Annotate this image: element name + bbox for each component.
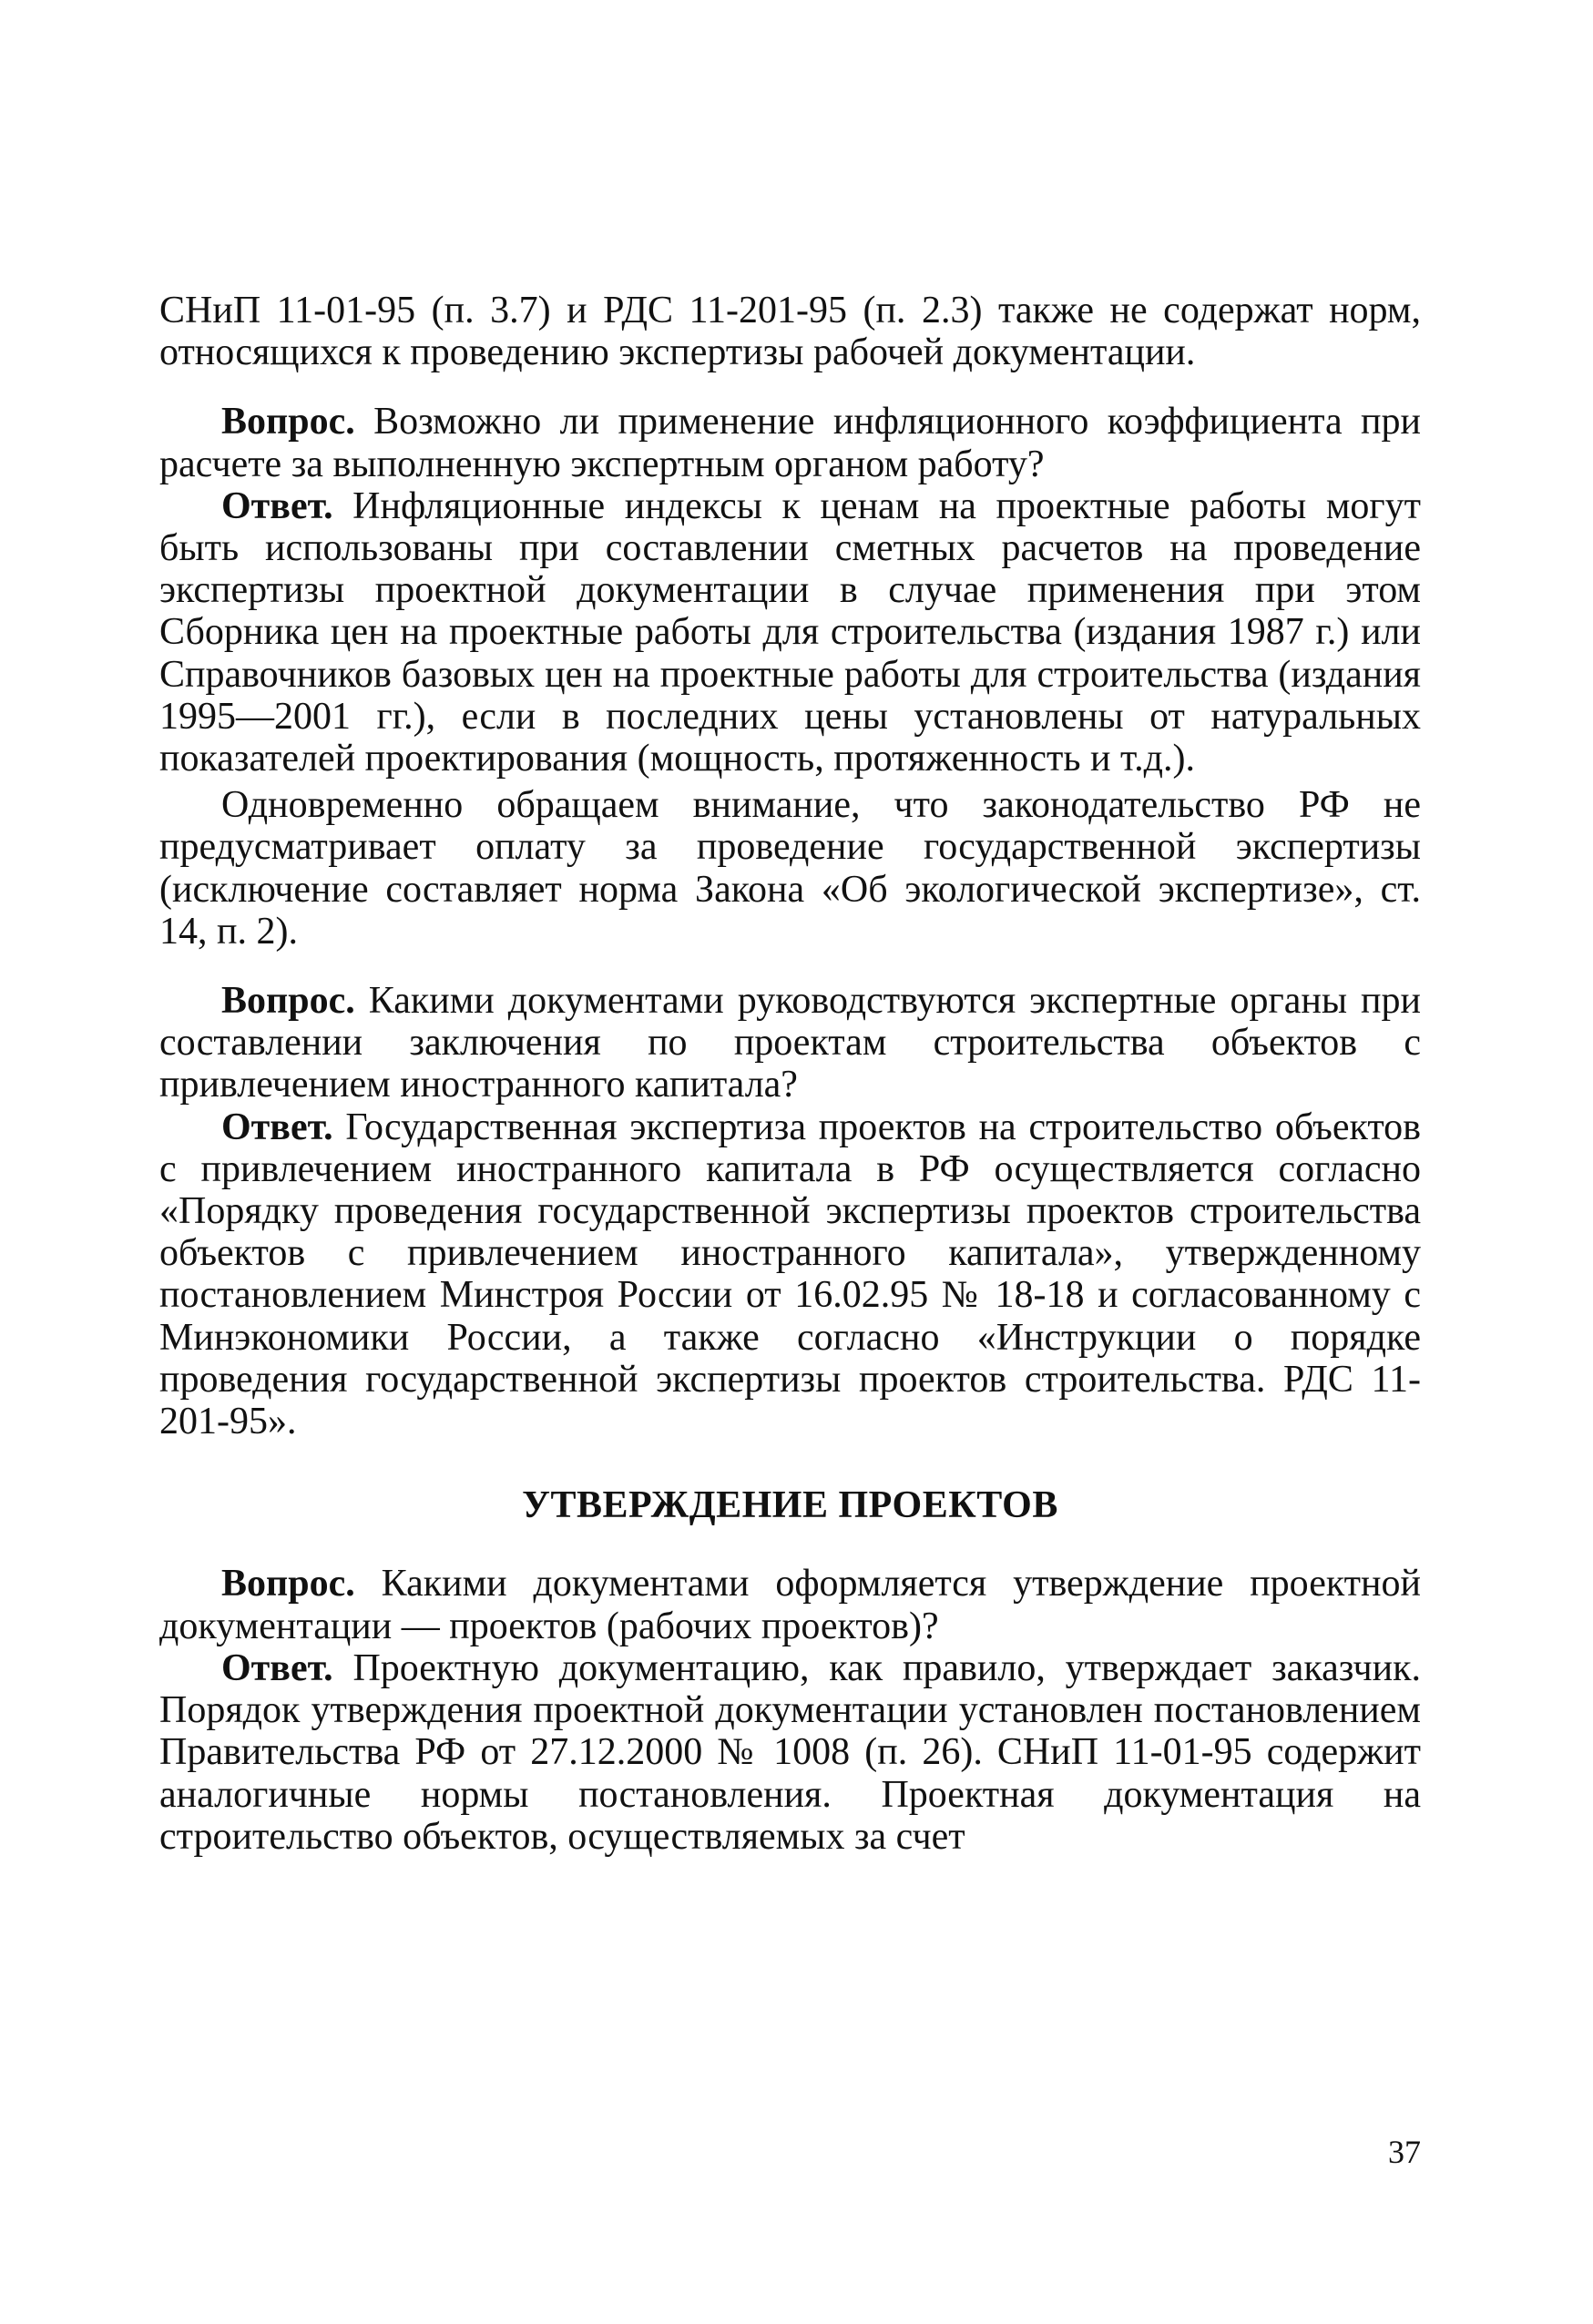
question-label: Вопрос. (221, 980, 355, 1023)
question-text: Возможно ли применение инфляционного коэффициента при расчете за выполненную экспертным органом работу? (159, 401, 1421, 485)
answer-text: Проектную документацию, как правило, утверждает заказчик. Порядок утверждения проектной документации установлен постановлением Правительства РФ от 27.12.2000 № 1008 (п. 26). СНиП 11-01-95 содержит аналогичные нормы постановления. Проектная документация на строительство объектов, осуществляемых за счет (159, 1646, 1421, 1858)
question-label: Вопрос. (221, 401, 355, 443)
question-text: Какими документами руководствуются экспертные органы при составлении заключения по проектам строительства объектов с привлечением иностранного капитала? (159, 980, 1421, 1106)
answer-label: Ответ. (221, 1646, 333, 1689)
answer-text: Государственная экспертиза проектов на строительство объектов с привлечением иностранного капитала в РФ осуществляется согласно «Порядку проведения государственной экспертизы проектов строительства объектов с привлечением иностранного капитала», утвержденному постановлением Минстроя России от 16.02.95 № 18-18 и согласованному с Минэкономики России, а также согласно «Инструкции о порядке проведения государственной экспертизы проектов строительства. РДС 11-201-95». (159, 1106, 1421, 1443)
answer-label: Ответ. (221, 1106, 333, 1148)
page-number: 37 (1388, 2134, 1421, 2170)
answer-text: Инфляционные индексы к ценам на проектные работы могут быть использованы при составлении сметных расчетов на проведение экспертизы проектной документации в случае применения при этом Сборника цен на проектные работы для строительства (издания 1987 г.) или Справочников базовых цен на проектные работы для строительства (издания 1995—2001 гг.), если в последних цены установлены от натуральных показателей проектирования (мощность, протяженность и т.д.). (159, 484, 1421, 780)
body-text (159, 290, 1421, 1858)
section-heading: УТВЕРЖДЕНИЕ ПРОЕКТОВ (522, 1484, 1058, 1527)
paragraph-text: Одновременно обращаем внимание, что законодательство РФ не предусматривает оплату за проведение государственной экспертизы (исключение составляет норма Закона «Об экологической экспертизе», ст. 14, п. 2). (159, 784, 1421, 953)
paragraph-payment-note (159, 784, 1421, 953)
question-foreign-capital (159, 980, 1421, 1106)
answer-label: Ответ. (221, 484, 333, 527)
paragraph-text: СНиП 11-01-95 (п. 3.7) и РДС 11-201-95 (п. 2.3) также не содержат норм, относящихся к проведению экспертизы рабочей документации. (159, 290, 1421, 374)
question-approval (159, 1563, 1421, 1646)
question-text: Какими документами оформляется утверждение проектной документации — проектов (рабочих проектов)? (159, 1563, 1421, 1647)
question-inflation (159, 401, 1421, 484)
answer-approval (159, 1647, 1421, 1858)
answer-inflation (159, 485, 1421, 780)
paragraph-snip-norms (159, 290, 1421, 373)
answer-foreign-capital (159, 1106, 1421, 1443)
question-label: Вопрос. (221, 1563, 355, 1605)
